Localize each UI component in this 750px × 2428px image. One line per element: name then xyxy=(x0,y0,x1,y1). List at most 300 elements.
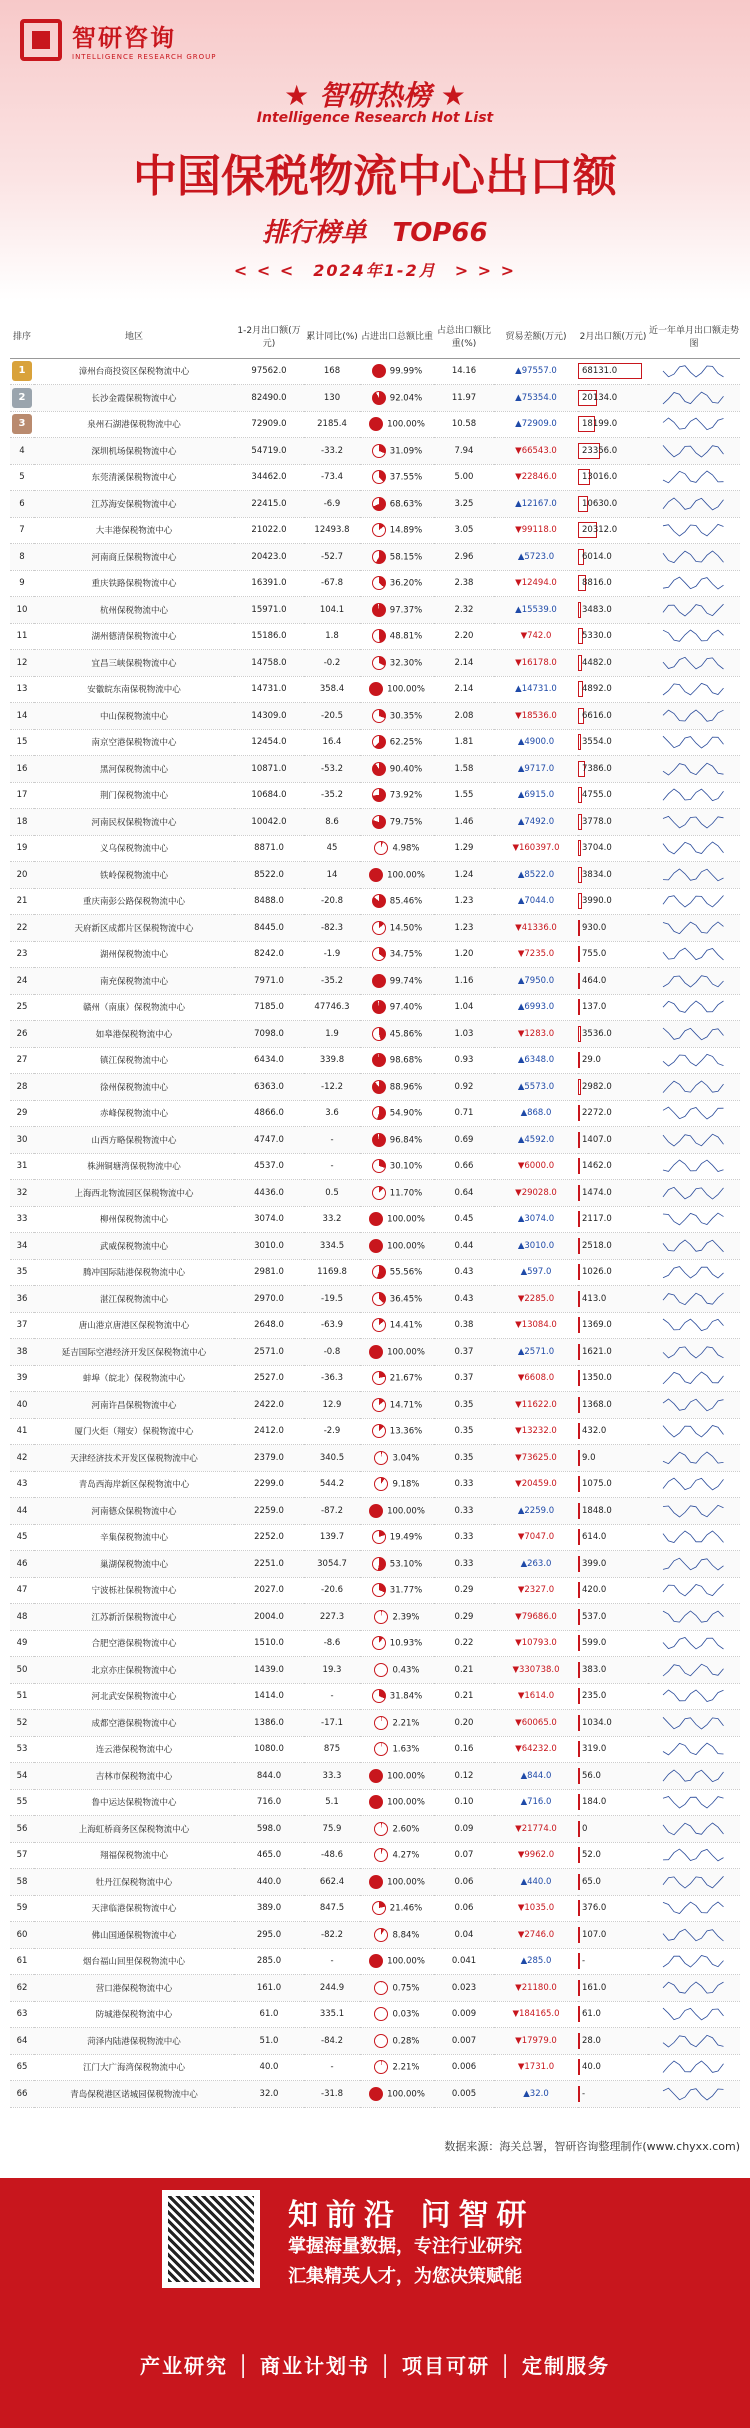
yoy-cell: 1169.8 xyxy=(304,1259,360,1286)
share-cell xyxy=(360,1683,434,1710)
share2-cell: 2.08 xyxy=(434,703,494,730)
sparkline-path xyxy=(663,366,724,377)
trade-balance-cell: ▲6915.0 xyxy=(494,782,578,809)
trend-sparkline xyxy=(662,1156,726,1176)
export-value-cell: 34462.0 xyxy=(234,464,304,491)
share-value: 100.00% xyxy=(387,1771,425,1782)
share-value: 90.40% xyxy=(389,764,423,775)
share-value: 8.84% xyxy=(392,1930,420,1941)
trend-sparkline xyxy=(662,1766,726,1786)
feb-value: 2117.0 xyxy=(582,1214,612,1225)
feb-value: 399.0 xyxy=(582,1558,607,1569)
trend-sparkline xyxy=(662,1395,726,1415)
feb-value-cell xyxy=(578,597,648,624)
feb-bar xyxy=(578,361,648,381)
region-cell: 牡丹江保税物流中心 xyxy=(34,1869,234,1896)
table-row xyxy=(10,1577,740,1604)
share-value: 11.70% xyxy=(389,1188,423,1199)
share-value: 3.04% xyxy=(392,1453,420,1464)
feb-value-cell xyxy=(578,835,648,862)
feb-bar xyxy=(578,1315,648,1335)
trend-cell xyxy=(648,1339,740,1366)
table-row xyxy=(10,1498,740,1525)
export-value-cell: 598.0 xyxy=(234,1816,304,1843)
trade-balance-cell: ▲14731.0 xyxy=(494,676,578,703)
region-cell: 辛集保税物流中心 xyxy=(34,1524,234,1551)
pie-icon xyxy=(374,2007,388,2021)
table-row xyxy=(10,915,740,942)
share-cell xyxy=(360,385,434,412)
region-cell: 河南商丘保税物流中心 xyxy=(34,544,234,571)
trend-cell xyxy=(648,1047,740,1074)
feb-value: 137.0 xyxy=(582,1002,607,1013)
medal-icon: 2 xyxy=(12,388,32,408)
region-cell: 蚌埠（皖北）保税物流中心 xyxy=(34,1365,234,1392)
pie-icon xyxy=(369,417,383,431)
rank-cell: 11 xyxy=(10,623,34,650)
feb-value: 383.0 xyxy=(582,1664,607,1675)
sparkline-path xyxy=(663,1638,724,1650)
trade-balance-cell: ▲2259.0 xyxy=(494,1498,578,1525)
sparkline-path xyxy=(663,1558,724,1570)
yoy-cell: 75.9 xyxy=(304,1816,360,1843)
rank-cell: 12 xyxy=(10,650,34,677)
share2-cell: 0.35 xyxy=(434,1392,494,1419)
rank-cell: 41 xyxy=(10,1418,34,1445)
trade-balance-cell: ▲285.0 xyxy=(494,1948,578,1975)
share2-cell: 7.94 xyxy=(434,438,494,465)
pie-icon xyxy=(369,682,383,696)
feb-value-cell xyxy=(578,491,648,518)
yoy-cell: -36.3 xyxy=(304,1365,360,1392)
trend-cell xyxy=(648,544,740,571)
yoy-cell: - xyxy=(304,1153,360,1180)
feb-value-cell xyxy=(578,1153,648,1180)
feb-value-cell xyxy=(578,1365,648,1392)
share-cell xyxy=(360,650,434,677)
region-cell: 延吉国际空港经济开发区保税物流中心 xyxy=(34,1339,234,1366)
pie-icon xyxy=(372,1557,386,1571)
export-value-cell: 8871.0 xyxy=(234,835,304,862)
feb-bar xyxy=(578,1077,648,1097)
yoy-cell: 168 xyxy=(304,358,360,385)
feb-value-cell xyxy=(578,1577,648,1604)
table-row xyxy=(10,1604,740,1631)
share2-cell: 0.005 xyxy=(434,2081,494,2108)
feb-value-cell xyxy=(578,2081,648,2108)
share-cell xyxy=(360,1233,434,1260)
table-row xyxy=(10,1392,740,1419)
yoy-cell: -2.9 xyxy=(304,1418,360,1445)
region-cell: 成都空港保税物流中心 xyxy=(34,1710,234,1737)
feb-bar xyxy=(578,1792,648,1812)
trade-balance-cell: ▼64232.0 xyxy=(494,1736,578,1763)
feb-value-cell xyxy=(578,1869,648,1896)
trade-balance-cell: ▼1614.0 xyxy=(494,1683,578,1710)
pie-icon xyxy=(374,2034,388,2048)
feb-value: 3554.0 xyxy=(582,737,612,748)
export-value-cell: 7098.0 xyxy=(234,1021,304,1048)
share-value: 96.84% xyxy=(389,1135,423,1146)
share2-cell: 0.93 xyxy=(434,1047,494,1074)
feb-bar xyxy=(578,494,648,514)
trend-sparkline xyxy=(662,1501,726,1521)
rank-cell: 34 xyxy=(10,1233,34,1260)
feb-bar xyxy=(578,1898,648,1918)
region-cell: 赣州（南康）保税物流中心 xyxy=(34,994,234,1021)
yoy-cell: 875 xyxy=(304,1736,360,1763)
share-cell xyxy=(360,1471,434,1498)
table-row xyxy=(10,1948,740,1975)
pie-icon xyxy=(372,1106,386,1120)
share2-cell: 1.24 xyxy=(434,862,494,889)
sparkline-path xyxy=(663,975,724,986)
share2-cell: 0.33 xyxy=(434,1471,494,1498)
rank-cell: 5 xyxy=(10,464,34,491)
share2-cell: 0.38 xyxy=(434,1312,494,1339)
feb-value-cell xyxy=(578,2028,648,2055)
rank-cell: 29 xyxy=(10,1100,34,1127)
feb-value: 1621.0 xyxy=(582,1346,612,1357)
region-cell: 深圳机场保税物流中心 xyxy=(34,438,234,465)
trend-sparkline xyxy=(662,1289,726,1309)
table-row xyxy=(10,1975,740,2002)
feb-value: 29.0 xyxy=(582,1055,601,1066)
rank-cell: 63 xyxy=(10,2001,34,2028)
rank-cell: 25 xyxy=(10,994,34,1021)
sparkline-path xyxy=(663,1690,724,1702)
trend-cell xyxy=(648,1657,740,1684)
sparkline-path xyxy=(663,1956,724,1968)
trend-cell xyxy=(648,1895,740,1922)
export-value-cell: 20423.0 xyxy=(234,544,304,571)
trend-sparkline xyxy=(662,1713,726,1733)
trade-balance-cell: ▼66543.0 xyxy=(494,438,578,465)
region-cell: 防城港保税物流中心 xyxy=(34,2001,234,2028)
export-value-cell: 716.0 xyxy=(234,1789,304,1816)
trend-sparkline xyxy=(662,759,726,779)
slogan-line-1: 掌握海量数据，专注行业研究 xyxy=(288,2236,522,2257)
share2-cell: 0.16 xyxy=(434,1736,494,1763)
region-cell: 义乌保税物流中心 xyxy=(34,835,234,862)
share-cell xyxy=(360,1948,434,1975)
trend-sparkline xyxy=(662,997,726,1017)
trade-balance-cell: ▲9717.0 xyxy=(494,756,578,783)
feb-bar xyxy=(578,891,648,911)
share-cell xyxy=(360,1180,434,1207)
feb-value: 432.0 xyxy=(582,1426,607,1437)
trend-cell xyxy=(648,1842,740,1869)
region-cell: 湖州保税物流中心 xyxy=(34,941,234,968)
sparkline-path xyxy=(663,1902,724,1914)
share-value: 62.25% xyxy=(389,737,423,748)
pie-icon xyxy=(372,550,386,564)
feb-value: 23356.0 xyxy=(582,445,618,456)
sparkline-path xyxy=(663,1452,724,1464)
export-value-cell: 72909.0 xyxy=(234,411,304,438)
trend-cell xyxy=(648,1604,740,1631)
sparkline-path xyxy=(663,1213,724,1225)
share2-cell: 1.20 xyxy=(434,941,494,968)
share-cell xyxy=(360,1551,434,1578)
share2-cell: 0.43 xyxy=(434,1259,494,1286)
trade-balance-cell: ▼6608.0 xyxy=(494,1365,578,1392)
trend-sparkline xyxy=(662,2057,726,2077)
export-value-cell: 40.0 xyxy=(234,2054,304,2081)
region-cell: 山西方略保税物流中心 xyxy=(34,1127,234,1154)
share-value: 31.84% xyxy=(389,1691,423,1702)
feb-value-cell xyxy=(578,1233,648,1260)
trend-cell xyxy=(648,1789,740,1816)
rank-cell: 8 xyxy=(10,544,34,571)
trade-balance-cell: ▲7044.0 xyxy=(494,888,578,915)
sparkline-path xyxy=(663,1426,724,1438)
sparkline-path xyxy=(663,1797,724,1809)
sparkline-path xyxy=(663,657,724,669)
trend-sparkline xyxy=(662,361,726,381)
feb-value: 413.0 xyxy=(582,1293,607,1304)
export-value-cell: 7185.0 xyxy=(234,994,304,1021)
table-row xyxy=(10,1816,740,1843)
feb-value: 2518.0 xyxy=(582,1240,612,1251)
sparkline-path xyxy=(663,604,724,616)
yoy-cell: 47746.3 xyxy=(304,994,360,1021)
feb-bar xyxy=(578,1739,648,1759)
hot-list-label: ★ 智研热榜 ★ xyxy=(284,79,466,112)
trend-cell xyxy=(648,597,740,624)
region-cell: 柳州保税物流中心 xyxy=(34,1206,234,1233)
trend-sparkline xyxy=(662,732,726,752)
yoy-cell: 16.4 xyxy=(304,729,360,756)
trade-balance-cell: ▲15539.0 xyxy=(494,597,578,624)
region-cell: 河南许昌保税物流中心 xyxy=(34,1392,234,1419)
share-value: 100.00% xyxy=(387,1506,425,1517)
trend-sparkline xyxy=(662,1368,726,1388)
table-row xyxy=(10,676,740,703)
medal-icon: 3 xyxy=(12,414,32,434)
trend-sparkline xyxy=(662,1050,726,1070)
brand-name: 智研咨询 xyxy=(72,24,176,52)
region-cell: 如皋港保税物流中心 xyxy=(34,1021,234,1048)
feb-value-cell xyxy=(578,941,648,968)
rank-cell: 62 xyxy=(10,1975,34,2002)
table-row xyxy=(10,1710,740,1737)
sparkline-path xyxy=(663,1611,724,1622)
trend-sparkline xyxy=(662,1739,726,1759)
table-row xyxy=(10,597,740,624)
trade-balance-cell: ▲12167.0 xyxy=(494,491,578,518)
region-cell: 长沙金霞保税物流中心 xyxy=(34,385,234,412)
brand-sub: INTELLIGENCE RESEARCH GROUP xyxy=(72,53,217,61)
feb-bar xyxy=(578,388,648,408)
export-value-cell: 2379.0 xyxy=(234,1445,304,1472)
feb-value: 65.0 xyxy=(582,1876,601,1887)
trend-sparkline xyxy=(662,1951,726,1971)
feb-bar xyxy=(578,2057,648,2077)
region-cell: 湖州德清保税物流中心 xyxy=(34,623,234,650)
sparkline-path xyxy=(663,1823,724,1835)
header-region: 地区 xyxy=(34,318,234,358)
feb-bar xyxy=(578,1580,648,1600)
table-row xyxy=(10,517,740,544)
trend-cell xyxy=(648,756,740,783)
export-value-cell: 844.0 xyxy=(234,1763,304,1790)
trend-cell xyxy=(648,809,740,836)
trend-cell xyxy=(648,1869,740,1896)
trend-sparkline xyxy=(662,1607,726,1627)
sparkline-path xyxy=(663,789,724,801)
share-value: 13.36% xyxy=(389,1426,423,1437)
rank-cell: 20 xyxy=(10,862,34,889)
trend-sparkline xyxy=(662,2031,726,2051)
rank-cell: 15 xyxy=(10,729,34,756)
feb-value-cell xyxy=(578,1392,648,1419)
feb-value: 3834.0 xyxy=(582,869,612,880)
region-cell: 重庆南彭公路保税物流中心 xyxy=(34,888,234,915)
pie-icon xyxy=(372,603,386,617)
sparkline-path xyxy=(663,948,724,960)
sparkline-path xyxy=(663,2008,724,2020)
share2-cell: 0.71 xyxy=(434,1100,494,1127)
rank-cell: 61 xyxy=(10,1948,34,1975)
sparkline-path xyxy=(663,2088,724,2100)
trade-balance-cell: ▲5573.0 xyxy=(494,1074,578,1101)
export-value-cell: 2252.0 xyxy=(234,1524,304,1551)
share-cell xyxy=(360,915,434,942)
feb-value: 28.0 xyxy=(582,2035,601,2046)
logo-icon xyxy=(20,19,62,61)
feb-value-cell xyxy=(578,1948,648,1975)
trend-cell xyxy=(648,729,740,756)
share-value: 32.30% xyxy=(389,658,423,669)
feb-bar xyxy=(578,467,648,487)
sparkline-path xyxy=(663,922,724,934)
feb-bar xyxy=(578,1209,648,1229)
sparkline-path xyxy=(663,1293,724,1305)
table-row xyxy=(10,385,740,412)
pie-icon xyxy=(374,1822,388,1836)
yoy-cell: 544.2 xyxy=(304,1471,360,1498)
sparkline-path xyxy=(663,525,724,537)
rank-cell: 4 xyxy=(10,438,34,465)
trade-balance-cell: ▲868.0 xyxy=(494,1100,578,1127)
pie-icon xyxy=(372,1053,386,1067)
rank-cell: 39 xyxy=(10,1365,34,1392)
feb-bar xyxy=(578,1342,648,1362)
rank-cell: 33 xyxy=(10,1206,34,1233)
feb-bar xyxy=(578,838,648,858)
rank-cell: 35 xyxy=(10,1259,34,1286)
share-cell xyxy=(360,1869,434,1896)
export-value-cell: 1510.0 xyxy=(234,1630,304,1657)
table-row xyxy=(10,650,740,677)
trend-sparkline xyxy=(662,944,726,964)
export-value-cell: 32.0 xyxy=(234,2081,304,2108)
feb-value-cell xyxy=(578,1100,648,1127)
share-cell xyxy=(360,438,434,465)
pie-icon xyxy=(372,1371,386,1385)
table-row xyxy=(10,1763,740,1790)
trend-cell xyxy=(648,438,740,465)
share-value: 34.75% xyxy=(389,949,423,960)
feb-value: 107.0 xyxy=(582,1929,607,1940)
share-value: 100.00% xyxy=(387,1956,425,1967)
table-row xyxy=(10,1074,740,1101)
trend-cell xyxy=(648,2028,740,2055)
pie-icon xyxy=(372,1133,386,1147)
sparkline-path xyxy=(663,816,724,828)
sparkline-path xyxy=(663,710,724,721)
share2-cell: 2.20 xyxy=(434,623,494,650)
share-value: 0.75% xyxy=(392,1983,420,1994)
export-value-cell: 2981.0 xyxy=(234,1259,304,1286)
region-cell: 唐山港京唐港区保税物流中心 xyxy=(34,1312,234,1339)
share-value: 30.35% xyxy=(389,711,423,722)
export-value-cell: 1439.0 xyxy=(234,1657,304,1684)
export-value-cell: 2527.0 xyxy=(234,1365,304,1392)
trend-cell xyxy=(648,1074,740,1101)
pie-icon xyxy=(372,894,386,908)
slogan-line-2: 汇集精英人才，为您决策赋能 xyxy=(288,2266,522,2287)
share-value: 14.41% xyxy=(389,1320,423,1331)
feb-value-cell xyxy=(578,1074,648,1101)
trend-cell xyxy=(648,676,740,703)
share-cell xyxy=(360,941,434,968)
trade-balance-cell: ▲3010.0 xyxy=(494,1233,578,1260)
trend-cell xyxy=(648,1736,740,1763)
share2-cell: 0.009 xyxy=(434,2001,494,2028)
share2-cell: 2.14 xyxy=(434,650,494,677)
feb-value: 1034.0 xyxy=(582,1717,612,1728)
export-value-cell: 2648.0 xyxy=(234,1312,304,1339)
trend-sparkline xyxy=(662,388,726,408)
export-value-cell: 8488.0 xyxy=(234,888,304,915)
feb-value-cell xyxy=(578,1736,648,1763)
feb-value: 1369.0 xyxy=(582,1320,612,1331)
table-row xyxy=(10,1100,740,1127)
feb-value-cell xyxy=(578,888,648,915)
feb-value-cell xyxy=(578,1206,648,1233)
export-value-cell: 4436.0 xyxy=(234,1180,304,1207)
feb-bar xyxy=(578,1872,648,1892)
export-value-cell: 2970.0 xyxy=(234,1286,304,1313)
share-cell xyxy=(360,1339,434,1366)
sparkline-path xyxy=(663,1929,724,1941)
table-row xyxy=(10,729,740,756)
export-value-cell: 21022.0 xyxy=(234,517,304,544)
export-value-cell: 15186.0 xyxy=(234,623,304,650)
feb-value: - xyxy=(582,2088,586,2099)
export-value-cell: 10684.0 xyxy=(234,782,304,809)
yoy-cell: 358.4 xyxy=(304,676,360,703)
region-cell: 上海虹桥商务区保税物流中心 xyxy=(34,1816,234,1843)
sparkline-path xyxy=(663,1347,724,1358)
yoy-cell: 334.5 xyxy=(304,1233,360,1260)
share2-cell: 1.55 xyxy=(434,782,494,809)
pie-icon xyxy=(369,1345,383,1359)
sparkline-path xyxy=(663,1081,724,1093)
rank-cell: 23 xyxy=(10,941,34,968)
trend-cell xyxy=(648,1498,740,1525)
share-cell xyxy=(360,464,434,491)
share-value: 4.98% xyxy=(392,843,420,854)
yoy-cell: 33.3 xyxy=(304,1763,360,1790)
trend-cell xyxy=(648,1180,740,1207)
share2-cell: 11.97 xyxy=(434,385,494,412)
export-value-cell: 4747.0 xyxy=(234,1127,304,1154)
pie-icon xyxy=(372,1398,386,1412)
trend-sparkline xyxy=(662,1103,726,1123)
